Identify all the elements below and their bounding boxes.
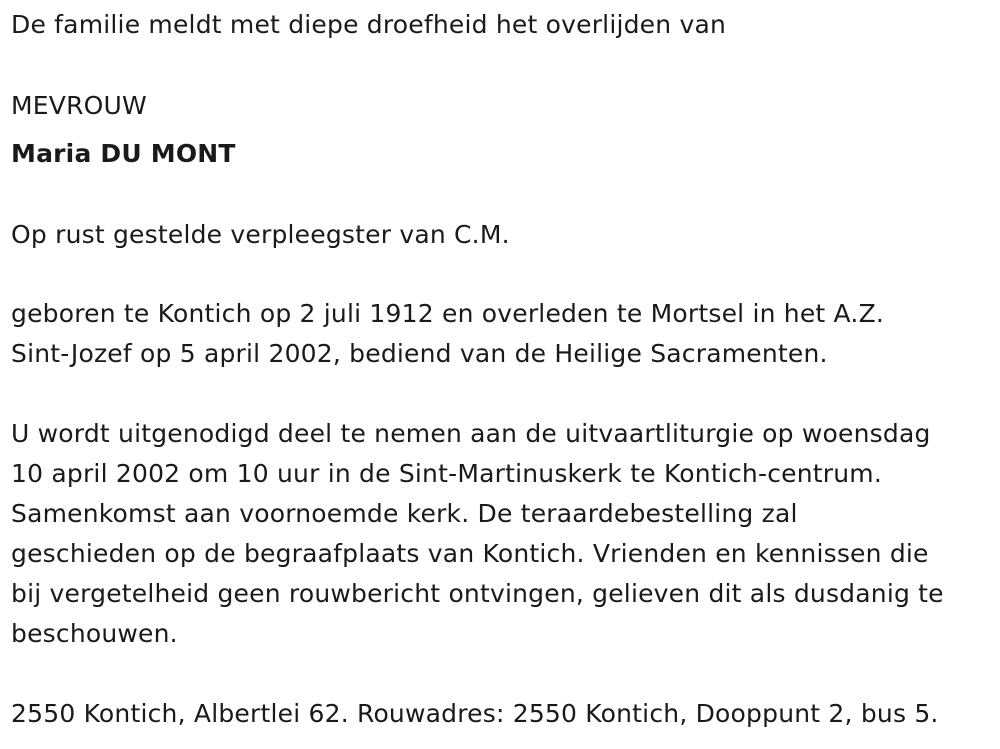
invitation-line: Samenkomst aan voornoemde kerk. De teraardebestelling zal [11, 499, 798, 528]
invitation-line: beschouwen. [11, 619, 178, 648]
invitation-line: U wordt uitgenodigd deel te nemen aan de uitvaartliturgie op woensdag [11, 419, 931, 448]
birth-death-line: Sint-Jozef op 5 april 2002, bediend van de Heilige Sacramenten. [11, 339, 828, 368]
invitation-line: bij vergetelheid geen rouwbericht ontvingen, gelieven dit als dusdanig te [11, 579, 944, 608]
invitation-line: geschieden op de begraafplaats van Kontich. Vrienden en kennissen die [11, 539, 929, 568]
occupation-text: Op rust gestelde verpleegster van C.M. [11, 220, 510, 249]
address-text: 2550 Kontich, Albertlei 62. Rouwadres: 2550 Kontich, Dooppunt 2, bus 5. [11, 699, 939, 728]
honorific-title: MEVROUW [11, 91, 147, 120]
invitation-line: 10 april 2002 om 10 uur in de Sint-Martinuskerk te Kontich-centrum. [11, 459, 882, 488]
deceased-name: Maria DU MONT [11, 139, 236, 168]
birth-death-line: geboren te Kontich op 2 juli 1912 en overleden te Mortsel in het A.Z. [11, 299, 885, 328]
intro-text: De familie meldt met diepe droefheid het overlijden van [11, 10, 727, 39]
